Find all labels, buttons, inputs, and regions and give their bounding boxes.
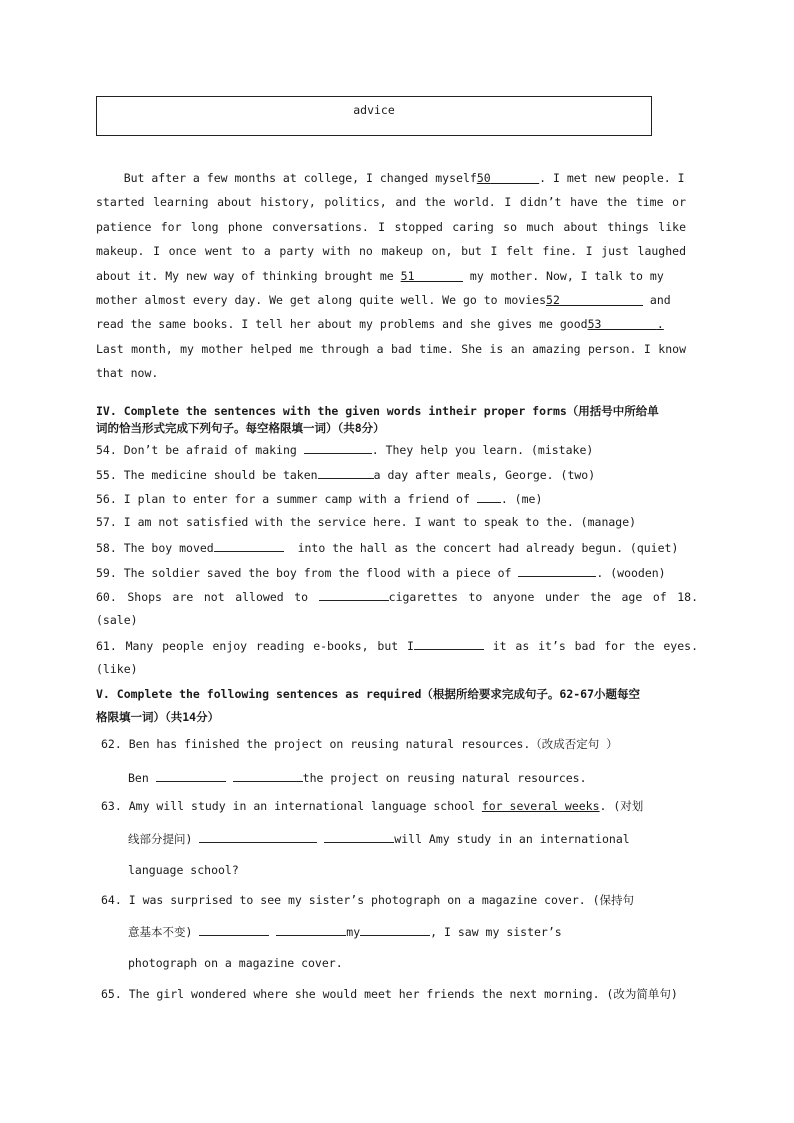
question-64-cont: photograph on a magazine cover. xyxy=(128,956,343,970)
question-57: 57. I am not satisfied with the service here. I want to speak to the. (manage) xyxy=(96,515,637,529)
answer-blank[interactable] xyxy=(360,923,430,936)
blank-52[interactable]: 52 xyxy=(546,292,560,307)
answer-box xyxy=(96,96,652,136)
section-4-heading: IV. Complete the sentences with the given words intheir proper forms（用括号中所给单 xyxy=(96,404,659,418)
question-54: 54. Don’t be afraid of making . They help you learn. (mistake) xyxy=(96,443,594,457)
answer-blank[interactable] xyxy=(199,830,317,843)
blank-50[interactable]: 50 xyxy=(476,171,491,185)
question-56: 56. I plan to enter for a summer camp with a friend of . (me) xyxy=(96,492,543,506)
box-word: advice xyxy=(353,103,395,117)
question-61: 61. Many people enjoy reading e-books, but I it as it’s bad for the eyes. xyxy=(96,639,698,653)
passage-line: started learning about history, politics, and the world. I didn’t have the time or xyxy=(96,195,686,210)
question-55: 55. The medicine should be taken a day after meals, George. (two) xyxy=(96,468,596,482)
passage-line: Last month, my mother helped me through a bad time. She is an amazing person. I know xyxy=(96,341,686,356)
question-63: 63. Amy will study in an international language school for several weeks. (对划 xyxy=(101,799,644,813)
underlined-phrase: for several weeks xyxy=(481,799,600,813)
question-59: 59. The soldier saved the boy from the flood with a piece of . (wooden) xyxy=(96,566,666,580)
answer-blank[interactable] xyxy=(518,564,596,577)
answer-blank[interactable] xyxy=(477,490,501,503)
question-62-answer: Ben the project on reusing natural resources. xyxy=(128,771,587,785)
passage-line: that now. xyxy=(96,366,159,381)
answer-blank[interactable] xyxy=(319,588,389,601)
answer-blank[interactable] xyxy=(414,637,484,650)
blank-53[interactable]: 53 . xyxy=(587,317,664,332)
passage xyxy=(96,166,686,386)
question-61-cont: (like) xyxy=(96,662,138,676)
question-60-cont: (sale) xyxy=(96,613,138,627)
answer-blank[interactable] xyxy=(214,539,284,552)
answer-blank[interactable] xyxy=(276,923,346,936)
answer-blank[interactable] xyxy=(318,466,374,479)
section-5-heading-cont: 格限填一词）（共14分） xyxy=(96,710,220,724)
answer-blank[interactable] xyxy=(304,441,372,454)
answer-blank[interactable] xyxy=(233,769,303,782)
section-5-heading: V. Complete the following sentences as required（根据所给要求完成句子。62-67小题每空 xyxy=(96,687,641,701)
passage-line: mother almost every day. We get along quite well. We go to movies52 and xyxy=(96,292,671,307)
answer-blank[interactable] xyxy=(199,923,269,936)
blank-51[interactable]: 51 xyxy=(400,268,415,283)
answer-blank[interactable] xyxy=(156,769,226,782)
question-63-answer: 线部分提问) will Amy study in an international xyxy=(128,832,630,846)
answer-blank[interactable] xyxy=(324,830,394,843)
question-64-answer: 意基本不变) my , I saw my sister’s xyxy=(128,925,562,939)
passage-line: But after a few months at college, I changed myself50 . I met new people. I xyxy=(96,171,685,185)
question-60: 60. Shops are not allowed to cigarettes to anyone under the age of 18. xyxy=(96,590,698,604)
question-64: 64. I was surprised to see my sister’s photograph on a magazine cover. (保持句 xyxy=(101,893,635,907)
question-63-cont: language school? xyxy=(128,863,239,877)
passage-line: patience for long phone conversations. I stopped caring so much about things like xyxy=(96,219,686,234)
question-65: 65. The girl wondered where she would meet her friends the next morning. (改为简单句) xyxy=(101,987,678,1001)
question-58: 58. The boy moved into the hall as the concert had already begun. (quiet) xyxy=(96,541,679,555)
passage-line: makeup. I once went to a party with no makeup on, but I felt fine. I just laughed xyxy=(96,244,686,259)
question-62: 62. Ben has finished the project on reusing natural resources.（改成否定句 ） xyxy=(101,737,618,751)
passage-line: read the same books. I tell her about my problems and she gives me good53 . xyxy=(96,317,664,332)
passage-line: about it. My new way of thinking brought me 51 my mother. Now, I talk to my xyxy=(96,268,664,283)
section-4-heading-cont: 词的恰当形式完成下列句子。每空格限填一词）（共8分） xyxy=(96,421,385,435)
